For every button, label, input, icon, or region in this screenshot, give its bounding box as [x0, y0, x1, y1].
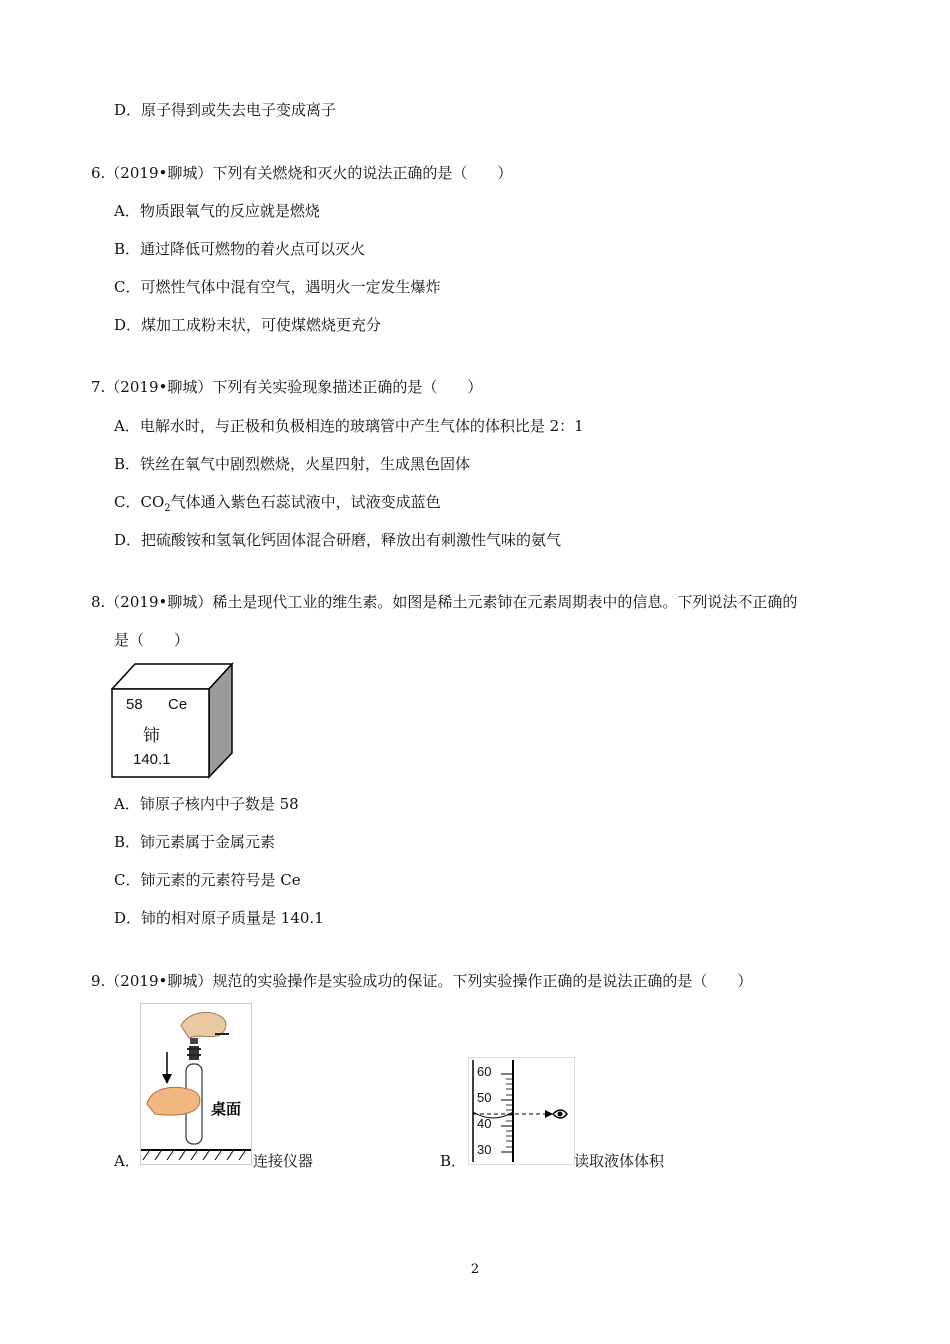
element-cell-figure — [111, 661, 234, 779]
q8-stem-line1: 8.（2019•聊城）稀土是现代工业的维生素。如图是稀土元素铈在元素周期表中的信息。下列说法不正确的 — [91, 593, 798, 611]
connect-apparatus-drawing — [141, 1004, 251, 1164]
scale-label-30: 30 — [477, 1142, 492, 1157]
q6-stem: 6.（2019•聊城）下列有关燃烧和灭火的说法正确的是（ ） — [91, 164, 513, 182]
q9-option-a-text: 连接仪器 — [253, 1152, 314, 1170]
q8-stem-line2: 是（ ） — [114, 631, 190, 649]
q9-stem: 9.（2019•聊城）规范的实验操作是实验成功的保证。下列实验操作正确的是说法正确的是（ ） — [91, 972, 753, 990]
element-name: 铈 — [143, 726, 160, 746]
table-surface-label: 桌面 — [211, 1100, 242, 1118]
q8-option-a: A．铈原子核内中子数是 58 — [114, 795, 299, 813]
element-atomic-mass: 140.1 — [133, 751, 171, 768]
page-number: 2 — [470, 1262, 480, 1277]
q8-option-c: C．铈元素的元素符号是 Ce — [114, 871, 301, 889]
q6-option-b: B．通过降低可燃物的着火点可以灭火 — [114, 240, 366, 258]
q6-option-d: D．煤加工成粉末状，可使煤燃烧更充分 — [114, 316, 382, 334]
q7-option-c-prefix: C．CO — [114, 493, 165, 511]
q7-option-d: D．把硫酸铵和氢氧化钙固体混合研磨，释放出有刺激性气味的氨气 — [114, 531, 562, 549]
q8-option-d: D．铈的相对原子质量是 140.1 — [114, 909, 324, 927]
read-volume-figure — [468, 1057, 575, 1165]
element-atomic-number: 58 — [126, 696, 143, 713]
q7-option-c-subscript: 2 — [164, 503, 171, 514]
q7-stem: 7.（2019•聊城）下列有关实验现象描述正确的是（ ） — [91, 378, 483, 396]
q7-option-c-suffix: 气体通入紫色石蕊试液中，试液变成蓝色 — [170, 493, 441, 511]
q7-option-a: A．电解水时，与正极和负极相连的玻璃管中产生气体的体积比是 2：1 — [114, 417, 584, 435]
q9-option-b-text: 读取液体体积 — [574, 1152, 665, 1170]
q7-option-b: B．铁丝在氧气中剧烈燃烧，火星四射，生成黑色固体 — [114, 455, 471, 473]
q7-option-c — [114, 492, 441, 512]
element-cell-cube-drawing — [111, 661, 234, 779]
q9-option-b-letter: B． — [440, 1152, 467, 1170]
scale-label-60: 60 — [477, 1064, 492, 1079]
element-symbol: Ce — [168, 696, 188, 713]
scale-label-40: 40 — [477, 1116, 492, 1131]
q5-option-d: D．原子得到或失去电子变成离子 — [114, 101, 337, 119]
q6-option-c: C．可燃性气体中混有空气，遇明火一定发生爆炸 — [114, 278, 441, 296]
q8-option-b: B．铈元素属于金属元素 — [114, 833, 276, 851]
q9-option-a-letter: A． — [114, 1152, 140, 1170]
connect-apparatus-figure — [140, 1003, 252, 1165]
q6-option-a: A．物质跟氧气的反应就是燃烧 — [114, 202, 320, 220]
scale-label-50: 50 — [477, 1090, 492, 1105]
